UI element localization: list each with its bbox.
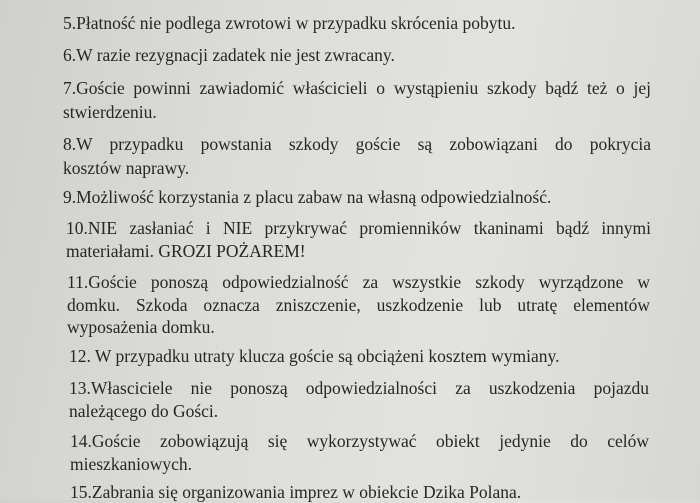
item-7-line-2: stwierdzeniu. xyxy=(63,102,157,122)
item-11-line-1: 11.Goście ponoszą odpowiedzialność za wszystkie szkody wyrządzone w xyxy=(67,272,650,292)
item-10-line-1: 10.NIE zasłaniać i NIE przykrywać promienników tkaninami bądź innymi xyxy=(66,218,651,238)
item-12: 12. W przypadku utraty klucza goście są obciążeni kosztem wymiany. xyxy=(69,346,560,366)
item-8-line-2: kosztów naprawy. xyxy=(63,158,190,178)
item-9: 9.Możliwość korzystania z placu zabaw na własną odpowiedzialność. xyxy=(63,187,552,207)
item-11-line-3: wyposażenia domku. xyxy=(67,317,215,337)
item-8-line-1: 8.W przypadku powstania szkody goście są zobowiązani do pokrycia xyxy=(63,134,651,154)
item-7-line-1: 7.Goście powinni zawiadomić właścicieli o wystąpieniu szkody bądź też o jej xyxy=(63,78,651,98)
item-14-line-1: 14.Goście zobowiązują się wykorzystywać obiekt jedynie do celów xyxy=(70,431,649,451)
item-14-line-2: mieszkaniowych. xyxy=(70,454,192,474)
item-11-line-2: domku. Szkoda oznacza zniszczenie, uszkodzenie lub utratę elementów xyxy=(67,295,650,315)
item-13-line-1: 13.Własciciele nie ponoszą odpowiedzialności za uszkodzenia pojazdu xyxy=(69,378,649,398)
item-10-line-2: materiałami. GROZI POŻAREM! xyxy=(66,241,306,261)
item-6: 6.W razie rezygnacji zadatek nie jest zwracany. xyxy=(63,45,395,65)
item-13-line-2: należącego do Gości. xyxy=(69,401,219,421)
item-15: 15.Zabrania się organizowania imprez w obiekcie Dzika Polana. xyxy=(70,482,522,502)
item-5: 5.Płatność nie podlega zwrotowi w przypadku skrócenia pobytu. xyxy=(63,13,516,33)
